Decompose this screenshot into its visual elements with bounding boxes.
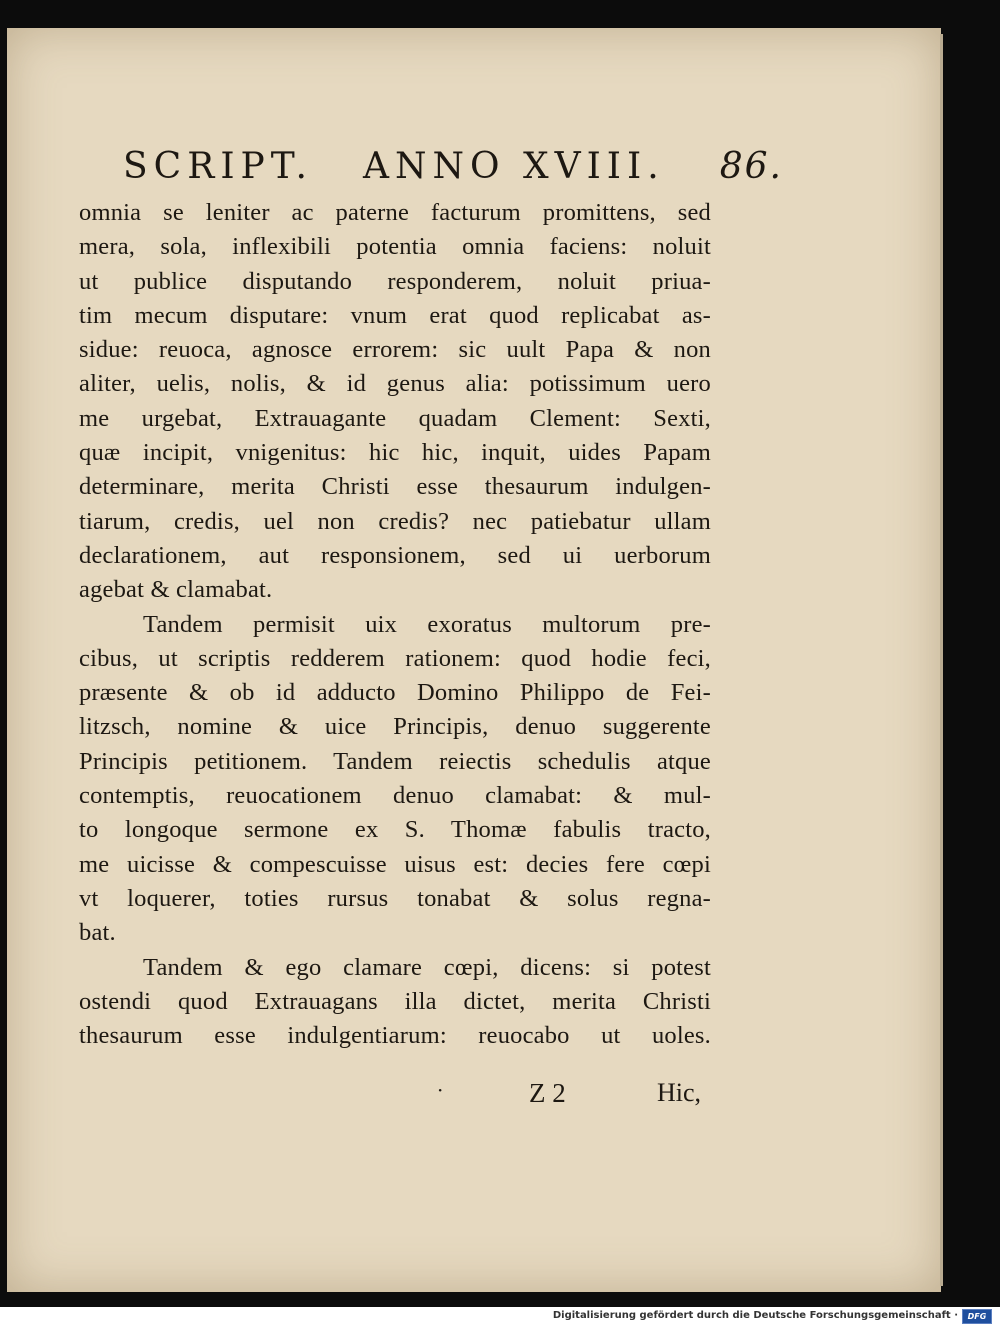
signature-dot: · bbox=[437, 1078, 444, 1102]
dfg-logo-icon: DFG bbox=[962, 1309, 992, 1324]
text-line: tiarum, credis, uel non credis? nec patiebatur ullam bbox=[79, 507, 711, 535]
text-line: aliter, uelis, nolis, & id genus alia: potissimum uero bbox=[79, 370, 711, 398]
text-line: litzsch, nomine & uice Principis, denuo suggerente bbox=[79, 713, 711, 741]
text-line: to longoque sermone ex S. Thomæ fabulis tracto, bbox=[79, 816, 711, 844]
text-line: me uicisse & compescuisse uisus est: decies fere cœpi bbox=[79, 850, 711, 878]
text-line: bat. bbox=[79, 919, 116, 947]
footer-bar bbox=[0, 1307, 1000, 1327]
catchword: Hic, bbox=[657, 1078, 702, 1107]
text-line: cibus, ut scriptis redderem rationem: quod hodie feci, bbox=[79, 644, 711, 672]
page-edge bbox=[940, 34, 943, 1286]
text-line: vt loquerer, toties rursus tonabat & solus regna- bbox=[79, 884, 711, 912]
text-line: sidue: reuoca, agnosce errorem: sic uult Papa & non bbox=[79, 336, 711, 364]
running-head bbox=[123, 146, 783, 196]
text-line: tim mecum disputare: vnum erat quod replicabat as- bbox=[79, 301, 711, 329]
text-line: determinare, merita Christi esse thesaurum indulgen- bbox=[79, 473, 711, 501]
text-line: ut publice disputando responderem, noluit priua- bbox=[79, 267, 711, 295]
running-head-left: SCRIPT. bbox=[123, 146, 313, 187]
text-line: præsente & ob id adducto Domino Philippo de Fei- bbox=[79, 679, 711, 707]
body-text bbox=[79, 196, 711, 1053]
book-page bbox=[7, 28, 941, 1292]
text-line: Tandem permisit uix exoratus multorum pre- bbox=[143, 610, 711, 638]
footer-credit: Digitalisierung gefördert durch die Deutsche Forschungsgemeinschaft · bbox=[552, 1310, 958, 1321]
text-line: contemptis, reuocationem denuo clamabat: & mul- bbox=[79, 782, 711, 810]
text-line: agebat & clamabat. bbox=[79, 576, 273, 604]
signature-line bbox=[7, 1078, 711, 1118]
text-line: me urgebat, Extrauagante quadam Clement: Sexti, bbox=[79, 404, 711, 432]
running-head-center: ANNO XVIII. bbox=[363, 146, 665, 187]
page-number: 86. bbox=[719, 146, 783, 187]
signature-mark: Z 2 bbox=[529, 1078, 566, 1108]
text-line: omnia se leniter ac paterne facturum promittens, sed bbox=[79, 199, 711, 226]
text-line: ostendi quod Extrauagans illa dictet, merita Christi bbox=[79, 987, 711, 1015]
text-line: thesaurum esse indulgentiarum: reuocabo ut uoles. bbox=[79, 1022, 711, 1050]
text-line: Principis petitionem. Tandem reiectis schedulis atque bbox=[79, 747, 711, 775]
text-line: declarationem, aut responsionem, sed ui uerborum bbox=[79, 541, 711, 569]
text-line: Tandem & ego clamare cœpi, dicens: si potest bbox=[143, 953, 711, 981]
text-line: mera, sola, inflexibili potentia omnia faciens: noluit bbox=[79, 233, 711, 261]
text-line: quæ incipit, vnigenitus: hic hic, inquit, uides Papam bbox=[79, 439, 711, 467]
